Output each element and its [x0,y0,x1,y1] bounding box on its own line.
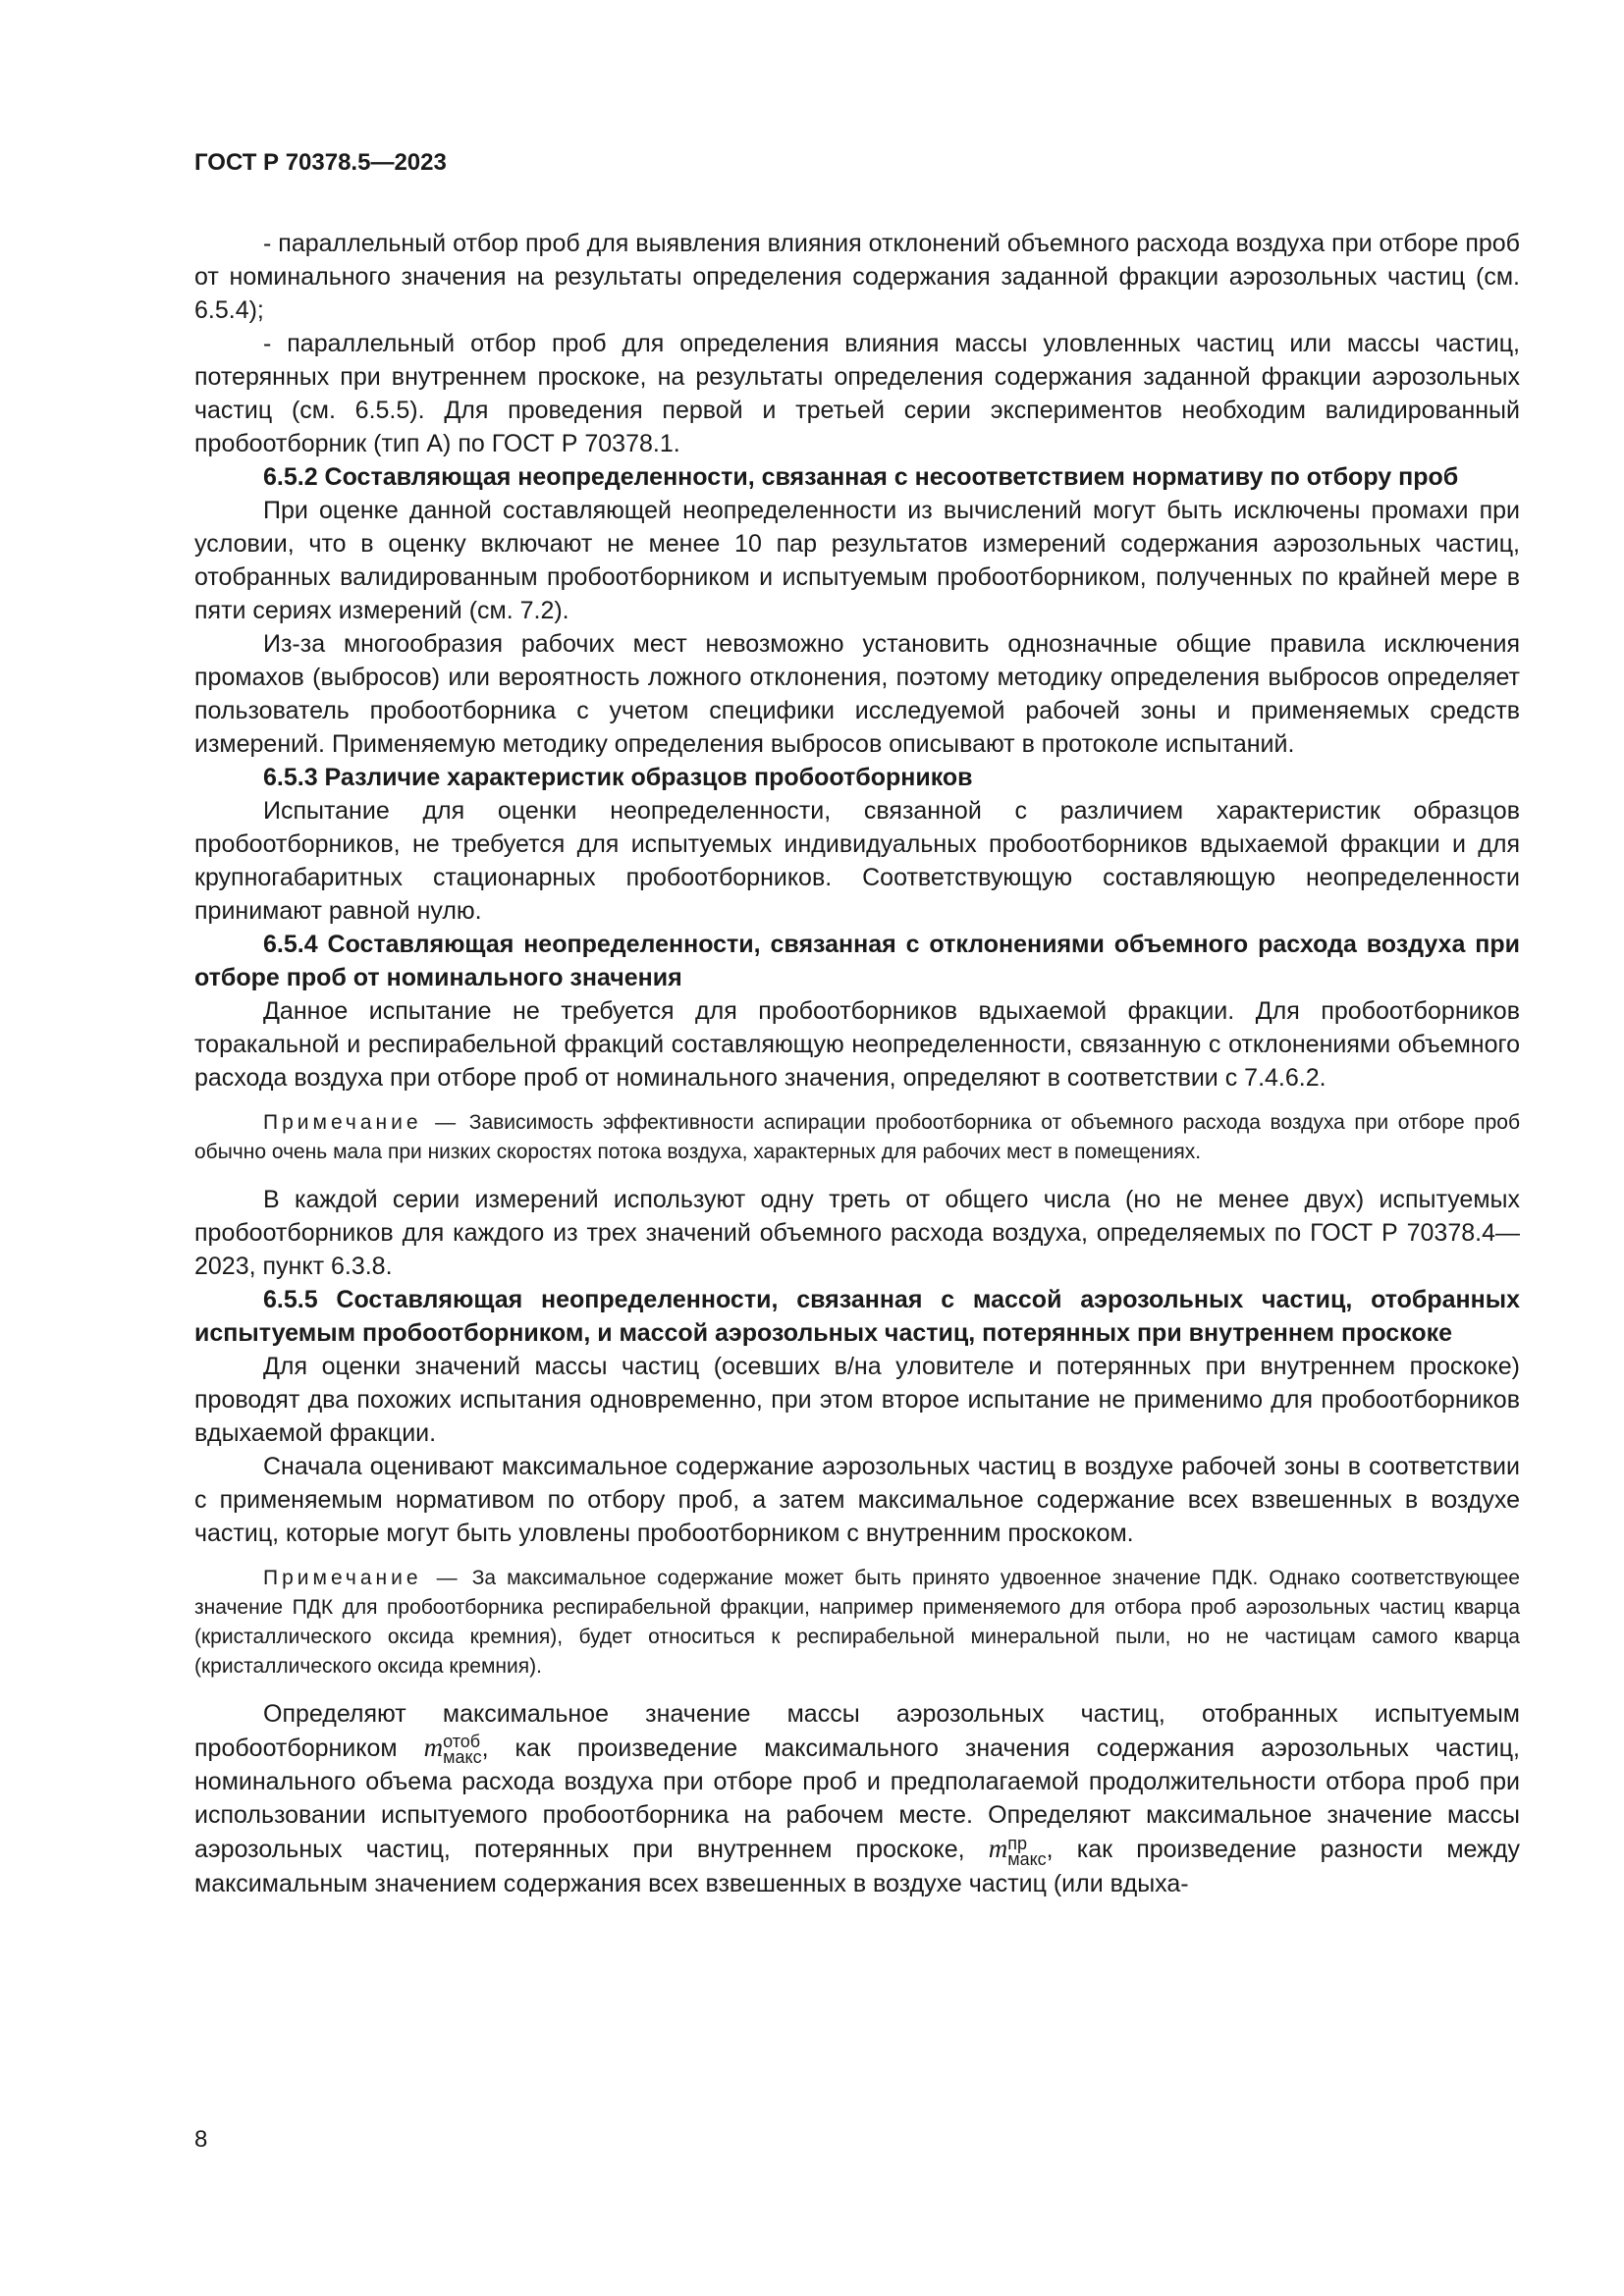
paragraph: Испытание для оценки неопределенности, связанной с различием характеристик образцов пробоотборников, не требуется для испытуемых индивидуальных пробоотборников вдыхаемой фракции и для крупногабаритных стационарных пробоотборников. Соответствующую составляющую неопределенности принимают равной нулю. [194,797,1520,925]
variable-indices: отоб макс [443,1732,482,1768]
paragraph: Сначала оценивают максимальное содержание аэрозольных частиц в воздухе рабочей зоны в соответствии с применяемым нормативом по отбору проб, а затем максимальное содержание всех взвешенных в воздухе частиц, которые могут быть уловлены пробоотборником с внутренним проскоком. [194,1453,1520,1547]
paragraph: При оценке данной составляющей неопределенности из вычислений могут быть исключены промахи при условии, что в оценку включают не менее 10 пар результатов измерений содержания аэрозольных частиц, отобранных валидированным пробоотборником и испытуемым пробоотборником, полученных по крайней мере в пяти сериях измерений (см. 7.2). [194,497,1520,624]
paragraph: В каждой серии измерений используют одну треть от общего числа (но не менее двух) испытуемых пробоотборников для каждого из трех значений объемного расхода воздуха, определяемых по ГОСТ Р 70378.4—2023, пункт 6.3.8. [194,1186,1520,1280]
note-label: Примечание — [263,1567,461,1589]
variable-indices: пр макс [1007,1833,1047,1869]
section-heading-6-5-5: 6.5.5 Составляющая неопределенности, связанная с массой аэрозольных частиц, отобранных испытуемым пробоотборником, и массой аэрозольных частиц, потерянных при внутреннем проскоке [194,1286,1520,1347]
note [194,1108,1520,1167]
variable-m-sampled: m [423,1733,444,1762]
note [194,1564,1520,1682]
body-text [194,227,1520,1900]
note-label: Примечание — [263,1111,460,1134]
note-text: За максимальное содержание может быть принято удвоенное значение ПДК. Однако соответствующее значение ПДК для пробоотборника респирабельной фракции, например применяемого для отбора проб аэрозольных частиц кварца (кристаллического оксида кремния), будет относиться к респирабельной минеральной пыли, но не частицам самого кварца (кристаллического оксида кремния). [194,1567,1520,1678]
section-heading-6-5-2: 6.5.2 Составляющая неопределенности, связанная с несоответствием нормативу по отбору проб [263,463,1459,491]
variable-m-breakthrough: m [988,1834,1008,1864]
page-number: 8 [194,2126,208,2153]
list-item-parallel-flow: - параллельный отбор проб для выявления влияния отклонений объемного расхода воздуха при отборе проб от номинального значения на результаты определения содержания заданной фракции аэрозольных частиц (см. 6.5.4); [194,230,1520,324]
paragraph-formula: Определяют максимальное значение массы аэрозольных частиц, отобранных испытуемым пробоотборником m отоб макс , как произведение максимального значения содержания аэрозольных частиц, номинального объема расхода воздуха при отборе проб и предполагаемой продолжительности отбора проб при использовании испытуемого пробоотборника на рабочем месте. Определяют максимальное значение массы аэрозольных частиц, потерянных при внутреннем проскоке, m пр макс , как произведение разности между максимальным значением содержания всех взвешенных в воздухе частиц (или вдыха- [194,1700,1520,1897]
paragraph: Для оценки значений массы частиц (осевших в/на уловителе и потерянных при внутреннем проскоке) проводят два похожих испытания одновременно, при этом второе испытание не применимо для пробоотборников вдыхаемой фракции. [194,1353,1520,1447]
note-text: Зависимость эффективности аспирации пробоотборника от объемного расхода воздуха при отборе проб обычно очень мала при низких скоростях потока воздуха, характерных для рабочих мест в помещениях. [194,1111,1520,1163]
section-heading-6-5-3: 6.5.3 Различие характеристик образцов пробоотборников [263,764,973,791]
paragraph: Данное испытание не требуется для пробоотборников вдыхаемой фракции. Для пробоотборников торакальной и респирабельной фракций составляющую неопределенности, связанную с отклонениями объемного расхода воздуха при отборе проб от номинального значения, определяют в соответствии с 7.4.6.2. [194,997,1520,1092]
section-heading-6-5-4: 6.5.4 Составляющая неопределенности, связанная с отклонениями объемного расхода воздуха при отборе проб от номинального значения [194,931,1520,991]
document-code-header: ГОСТ Р 70378.5—2023 [194,149,447,176]
list-item-parallel-mass: - параллельный отбор проб для определения влияния массы уловленных частиц или массы частиц, потерянных при внутреннем проскоке, на результаты определения содержания заданной фракции аэрозольных частиц (см. 6.5.5). Для проведения первой и третьей серии экспериментов необходим валидированный пробоотборник (тип А) по ГОСТ Р 70378.1. [194,330,1520,457]
paragraph: Из-за многообразия рабочих мест невозможно установить однозначные общие правила исключения промахов (выбросов) или вероятность ложного отклонения, поэтому методику определения выбросов определяет пользователь пробоотборника с учетом специфики исследуемой рабочей зоны и применяемых средств измерений. Применяемую методику определения выбросов описывают в протоколе испытаний. [194,630,1520,758]
